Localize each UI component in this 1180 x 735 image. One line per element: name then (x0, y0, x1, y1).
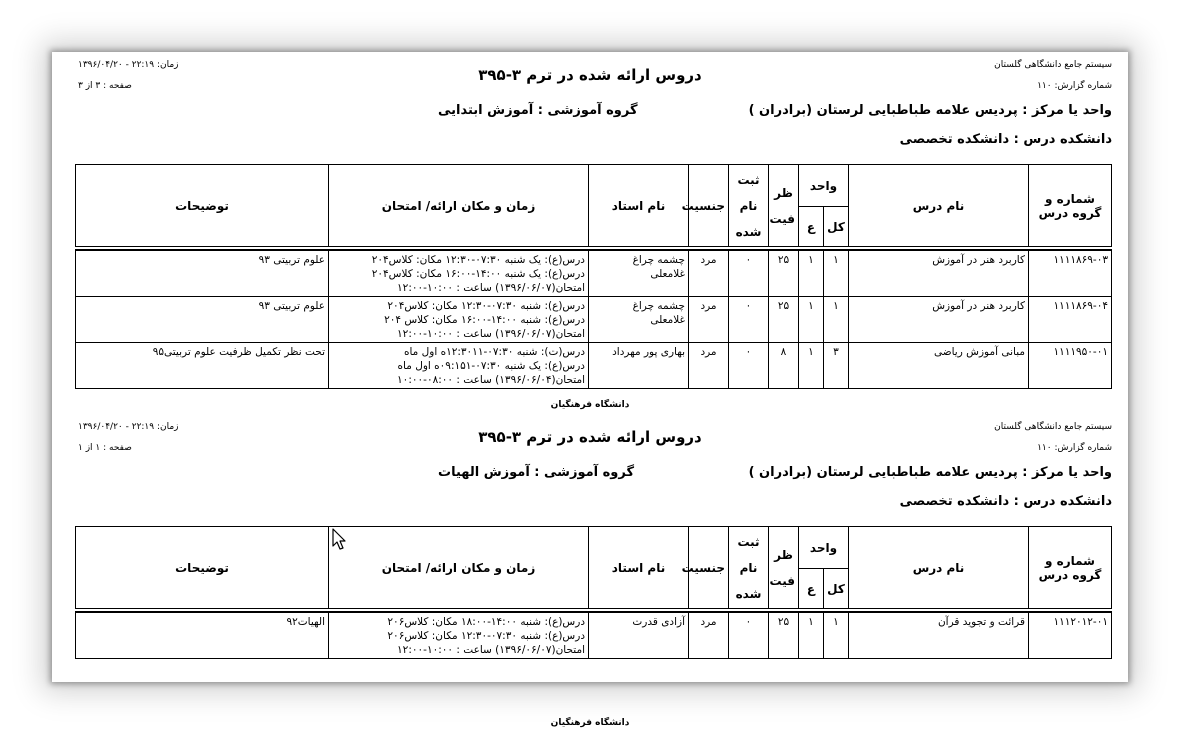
report-title: دروس ارائه شده در ترم ۳-۳۹۵ (478, 428, 702, 446)
header-units: واحد (799, 527, 849, 569)
system-name: سیستم جامع دانشگاهی گلستان (994, 60, 1112, 70)
header-units-total: کل (824, 569, 849, 609)
report-footer: دانشگاه فرهنگیان (550, 718, 630, 728)
capacity: ۲۵ (769, 250, 799, 296)
units-total: ۱ (824, 296, 849, 342)
course-id: ۱۱۱۲۰۱۲-۰۱ (1029, 612, 1112, 658)
table-row (76, 250, 1112, 296)
teacher-name (589, 296, 689, 342)
teacher-line: غلامعلی (650, 268, 685, 280)
schedule (329, 342, 589, 388)
table-row (76, 296, 1112, 342)
course-name: کاربرد هنر در آموزش (849, 296, 1029, 342)
schedule-line: درس(ع): شنبه ۰۷:۳۰-۱۲:۳۰ مکان: کلاس۲۰۴ (387, 299, 585, 312)
faculty-label: دانشکده درس : دانشکده تخصصی (899, 494, 1112, 509)
enrolled: ۰ (729, 612, 769, 658)
group-label: گروه آموزشی : آموزش ابتدایی (438, 103, 638, 118)
teacher-line: بهاری پور مهرداد (612, 345, 685, 358)
teacher-line: چشمه چراغ (632, 254, 685, 266)
units-total: ۳ (824, 342, 849, 388)
header-course-name: نام درس (849, 527, 1029, 609)
header-enrolled: ثبت نام شده (729, 527, 769, 609)
schedule-line: درس(ع): شنبه ۰۷:۳۰-۱۲:۳۰ مکان: کلاس۲۰۶ (387, 630, 585, 642)
schedule-line: درس(ع): یک شنبه ۰۷:۳۰-۰۹:۱۵۱ه اول ماه (397, 359, 585, 372)
capacity: ۸ (769, 342, 799, 388)
page-number: صفحه : ۱ از ۱ (78, 443, 132, 453)
courses-table (75, 526, 1112, 659)
schedule-line: درس(ع): یک شنبه ۰۷:۳۰-۱۲:۳۰ مکان: کلاس۲۰۴ (371, 254, 585, 266)
report-title: دروس ارائه شده در ترم ۳-۳۹۵ (478, 66, 702, 84)
system-name: سیستم جامع دانشگاهی گلستان (994, 422, 1112, 432)
mouse-cursor-icon (332, 528, 348, 552)
schedule-line: درس(ع): شنبه ۱۴:۰۰-۱۶:۰۰ مکان: کلاس ۲۰۴ (384, 313, 585, 326)
report-sheet (52, 52, 1128, 728)
header-gender: جنسیت (689, 527, 729, 609)
teacher-line: غلامعلی (650, 313, 685, 326)
notes: الهیات۹۲ (76, 612, 329, 658)
schedule-line: امتحان(۱۳۹۶/۰۶/۰۴) ساعت : ۰۸:۰۰-۱۰:۰۰ (397, 373, 585, 386)
header-notes: توضیحات (76, 527, 329, 609)
course-name: کاربرد هنر در آموزش (849, 250, 1029, 296)
schedule-line: امتحان(۱۳۹۶/۰۶/۰۷) ساعت : ۱۰:۰۰-۱۲:۰۰ (397, 644, 585, 656)
enrolled: ۰ (729, 250, 769, 296)
header-capacity: ظر فیت (769, 527, 799, 609)
course-id: ۱۱۱۱۸۶۹-۰۴ (1029, 296, 1112, 342)
faculty-label: دانشکده درس : دانشکده تخصصی (899, 132, 1112, 147)
report-footer: دانشگاه فرهنگیان (550, 400, 630, 410)
units-practical: ۱ (799, 296, 824, 342)
course-name: مبانی آموزش ریاضی (849, 342, 1029, 388)
header-capacity: ظر فیت (769, 165, 799, 247)
table-row (76, 342, 1112, 388)
header-enrolled: ثبت نام شده (729, 165, 769, 247)
units-total: ۱ (824, 250, 849, 296)
enrolled: ۰ (729, 296, 769, 342)
report-number: شماره گزارش: ۱۱۰ (1037, 443, 1112, 453)
schedule (329, 250, 589, 296)
notes: علوم تربیتی ۹۳ (76, 250, 329, 296)
units-practical: ۱ (799, 250, 824, 296)
enrolled: ۰ (729, 342, 769, 388)
course-id: ۱۱۱۱۸۶۹-۰۳ (1029, 250, 1112, 296)
header-units-practical: ع (799, 207, 824, 247)
teacher-line: چشمه چراغ (632, 299, 685, 312)
teacher-name (589, 342, 689, 388)
header-teacher: نام استاد (589, 165, 689, 247)
gender: مرد (689, 296, 729, 342)
header-schedule: زمان و مکان ارائه/ امتحان (329, 527, 589, 609)
header-teacher: نام استاد (589, 527, 689, 609)
header-notes: توضیحات (76, 165, 329, 247)
units-practical: ۱ (799, 342, 824, 388)
gender: مرد (689, 342, 729, 388)
report-number: شماره گزارش: ۱۱۰ (1037, 81, 1112, 91)
schedule-line: امتحان(۱۳۹۶/۰۶/۰۷) ساعت : ۱۰:۰۰-۱۲:۰۰ (397, 282, 585, 294)
schedule-line: درس(ت): شنبه ۰۷:۳۰-۱۲:۳۰۱۱ه اول ماه (403, 345, 585, 358)
schedule-line: درس(ع): شنبه ۱۴:۰۰-۱۸:۰۰ مکان: کلاس۲۰۶ (387, 616, 585, 628)
courses-table (75, 164, 1112, 389)
header-units: واحد (799, 165, 849, 207)
report-time: زمان: ۲۲:۱۹ - ۱۳۹۶/۰۴/۲۰ (78, 60, 179, 70)
units-practical: ۱ (799, 612, 824, 658)
header-schedule: زمان و مکان ارائه/ امتحان (329, 165, 589, 247)
course-id: ۱۱۱۱۹۵۰-۰۱ (1029, 342, 1112, 388)
header-gender: جنسیت (689, 165, 729, 247)
units-total: ۱ (824, 612, 849, 658)
teacher-name (589, 612, 689, 658)
report-time: زمان: ۲۲:۱۹ - ۱۳۹۶/۰۴/۲۰ (78, 422, 179, 432)
notes: تحت نظر تکمیل ظرفیت علوم تربیتی۹۵ (76, 342, 329, 388)
unit-label: واحد یا مرکز : پردیس علامه طباطبایی لرستان (برادران ) (748, 103, 1112, 118)
header-course-id: شماره و گروه درس (1029, 165, 1112, 247)
gender: مرد (689, 250, 729, 296)
header-course-id: شماره و گروه درس (1029, 527, 1112, 609)
capacity: ۲۵ (769, 296, 799, 342)
gender: مرد (689, 612, 729, 658)
group-label: گروه آموزشی : آموزش الهیات (438, 465, 635, 480)
teacher-name (589, 250, 689, 296)
unit-label: واحد یا مرکز : پردیس علامه طباطبایی لرستان (برادران ) (748, 465, 1112, 480)
header-course-name: نام درس (849, 165, 1029, 247)
course-name: قرائت و تجوید قرآن (849, 612, 1029, 658)
teacher-line: آزادی قدرت (632, 616, 685, 628)
schedule-line: امتحان(۱۳۹۶/۰۶/۰۷) ساعت : ۱۰:۰۰-۱۲:۰۰ (397, 327, 585, 340)
capacity: ۲۵ (769, 612, 799, 658)
header-units-total: کل (824, 207, 849, 247)
schedule (329, 296, 589, 342)
table-row (76, 612, 1112, 658)
schedule (329, 612, 589, 658)
header-units-practical: ع (799, 569, 824, 609)
notes: علوم تربیتی ۹۳ (76, 296, 329, 342)
page-number: صفحه : ۳ از ۳ (78, 81, 132, 91)
schedule-line: درس(ع): یک شنبه ۱۴:۰۰-۱۶:۰۰ مکان: کلاس۲۰۴ (371, 268, 585, 280)
